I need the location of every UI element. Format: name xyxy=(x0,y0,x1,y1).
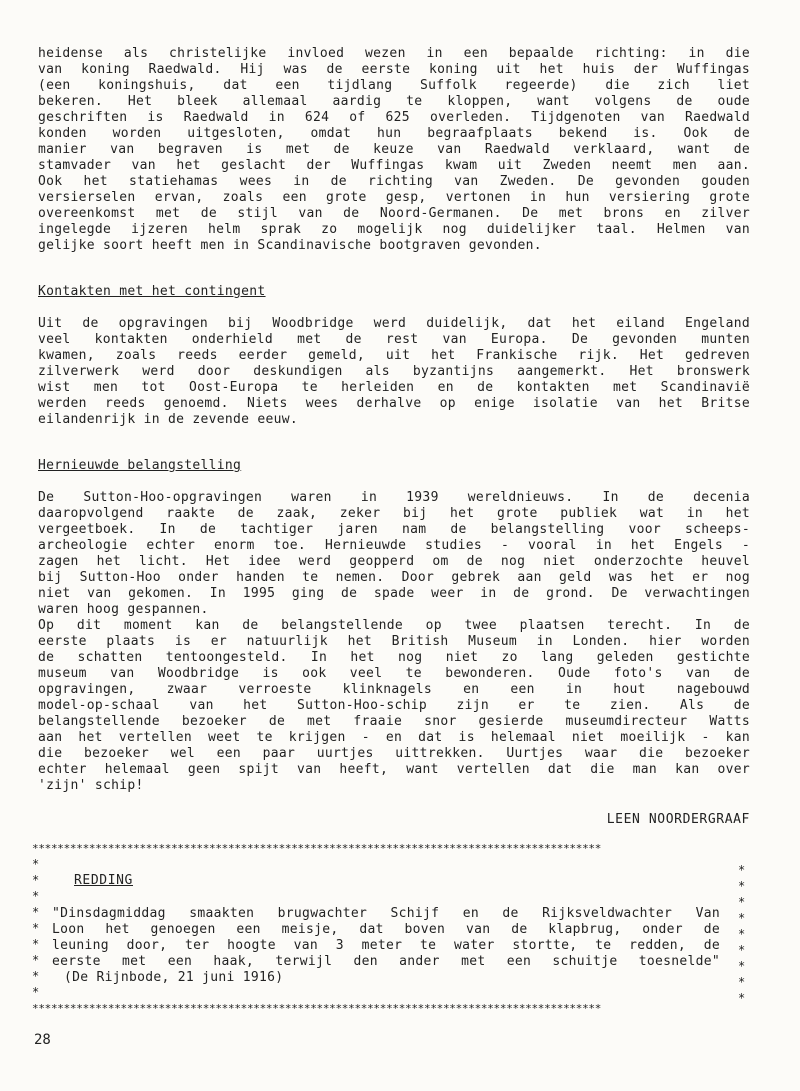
text-line: veel kontakten onderhield met de rest van Europa. De gevonden munten xyxy=(38,332,750,347)
text-line: zagen het licht. Het idee werd geopperd om de nog niet onderzochte heuvel xyxy=(38,554,750,569)
text-line: wist men tot Oost-Europa te herleiden en de kontakten met Scandinavië xyxy=(38,380,750,395)
box-border-star: * xyxy=(738,879,746,893)
text-line: heidense als christelijke invloed wezen in een bepaalde richting: in die xyxy=(38,46,750,61)
text-line: overeenkomst met de stijl van de Noord-Germanen. De met brons en zilver xyxy=(38,206,750,221)
box-border-star: * xyxy=(738,959,746,973)
box-border-star: * xyxy=(32,953,40,967)
page-number: 28 xyxy=(34,1032,51,1048)
box-border-star: * xyxy=(32,857,40,871)
text-line: Ook het statiehamas wees in de richting van Zweden. De gevonden gouden xyxy=(38,174,750,189)
text-line: niet van gekomen. In 1995 ging de spade weer in de grond. De verwachtingen xyxy=(38,586,750,601)
text-line: Op dit moment kan de belangstellende op twee plaatsen terecht. In de xyxy=(38,618,750,633)
text-line: (een koningshuis, dat een tijdlang Suffolk regeerde) die zich liet xyxy=(38,78,750,93)
text-line: eilandenrijk in de zevende eeuw. xyxy=(38,412,299,427)
text-line: zilverwerk werd door deskundigen als byzantijns aangemerkt. Het bronswerk xyxy=(38,364,750,379)
text-line: werden reeds genoemd. Niets wees derhalve op enige isolatie van het Britse xyxy=(38,396,750,411)
text-line: belangstellende bezoeker de met fraaie snor gesierde museumdirecteur Watts xyxy=(38,714,750,729)
text-line: opgravingen, zwaar verroeste klinknagels en een in hout nagebouwd xyxy=(38,682,750,697)
box-text-line: Loon het genoegen een meisje, dat boven van de klapbrug, onder de xyxy=(52,922,720,937)
text-line: archeologie echter enorm toe. Hernieuwde studies - vooral in het Engels - xyxy=(38,538,750,553)
text-line: de schatten tentoongesteld. In het nog niet zo lang geleden gestichte xyxy=(38,650,750,665)
box-border-star: * xyxy=(32,969,40,983)
text-line: ingelegde ijzeren helm sprak zo mogelijk nog duidelijker taal. Helmen van xyxy=(38,222,750,237)
section-heading-kontakten: Kontakten met het contingent xyxy=(38,284,266,299)
text-line: gelijke soort heeft men in Scandinavische bootgraven gevonden. xyxy=(38,238,542,253)
text-line: aan het vertellen weet te krijgen - en dat is helemaal niet moeilijk - kan xyxy=(38,730,750,745)
box-border-star: * xyxy=(32,921,40,935)
text-line: konden worden uitgesloten, omdat hun begraafplaats bekend is. Ook de xyxy=(38,126,750,141)
author-signature: LEEN NOORDERGRAAF xyxy=(606,812,750,827)
text-line: daaropvolgend raakte de zaak, zeker bij het grote publiek wat in het xyxy=(38,506,750,521)
text-line: eerste plaats is er natuurlijk het British Museum in Londen. hier worden xyxy=(38,634,750,649)
section-heading-belangstelling: Hernieuwde belangstelling xyxy=(38,458,242,473)
box-border-star: * xyxy=(738,991,746,1005)
box-border-star: * xyxy=(32,985,40,999)
text-line: kwamen, zoals reeds eerder gemeld, uit het Frankische rijk. Het gedreven xyxy=(38,348,750,363)
box-source: (De Rijnbode, 21 juni 1916) xyxy=(64,970,284,985)
text-line: model-op-schaal van het Sutton-Hoo-schip zijn er te zien. Als de xyxy=(38,698,750,713)
box-text-line: leuning door, ter hoogte van 3 meter te water stortte, te redden, de xyxy=(52,938,720,953)
text-line: manier van begraven is met de keuze van Raedwald verklaard, want de xyxy=(38,142,750,157)
text-line: stamvader van het geslacht der Wuffingas kwam uit Zweden neemt men aan. xyxy=(38,158,750,173)
box-border-star: * xyxy=(32,905,40,919)
box-border-star: * xyxy=(32,937,40,951)
box-border-star: * xyxy=(32,889,40,903)
box-border-bottom: ****************************************************************************************** xyxy=(32,1003,602,1015)
text-line: museum van Woodbridge is ook veel te bewonderen. Oude foto's van de xyxy=(38,666,750,681)
text-line: die bezoeker wel een paar uurtjes uittrekken. Uurtjes waar die bezoeker xyxy=(38,746,750,761)
box-border-top: ****************************************************************************************** xyxy=(32,843,602,855)
box-border-star: * xyxy=(738,911,746,925)
box-border-star: * xyxy=(738,975,746,989)
box-border-star: * xyxy=(32,873,40,887)
box-border-star: * xyxy=(738,895,746,909)
text-line: 'zijn' schip! xyxy=(38,778,144,793)
text-line: De Sutton-Hoo-opgravingen waren in 1939 wereldnieuws. In de decenia xyxy=(38,490,750,505)
text-line: waren hoog gespannen. xyxy=(38,602,209,617)
box-border-star: * xyxy=(738,943,746,957)
box-border-star: * xyxy=(738,863,746,877)
text-line: Uit de opgravingen bij Woodbridge werd duidelijk, dat het eiland Engeland xyxy=(38,316,750,331)
text-line: vergeetboek. In de tachtiger jaren nam de belangstelling voor scheeps- xyxy=(38,522,750,537)
box-text-line: eerste met een haak, terwijl den ander met een schuitje toesnelde" xyxy=(52,954,720,969)
text-line: echter helemaal geen spijt van heeft, want vertellen dat die man kan over xyxy=(38,762,750,777)
text-line: bij Sutton-Hoo onder handen te nemen. Door gebrek aan geld was het er nog xyxy=(38,570,750,585)
box-title: REDDING xyxy=(74,873,133,888)
text-line: bekeren. Het bleek allemaal aardig te kloppen, want volgens de oude xyxy=(38,94,750,109)
text-line: geschriften is Raedwald in 624 of 625 overleden. Tijdgenoten van Raedwald xyxy=(38,110,750,125)
box-border-star: * xyxy=(738,927,746,941)
box-text-line: "Dinsdagmiddag smaakten brugwachter Schijf en de Rijksveldwachter Van xyxy=(52,906,720,921)
text-line: van koning Raedwald. Hij was de eerste koning uit het huis der Wuffingas xyxy=(38,62,750,77)
text-line: versierselen ervan, zoals een grote gesp, vertonen in hun versiering grote xyxy=(38,190,750,205)
